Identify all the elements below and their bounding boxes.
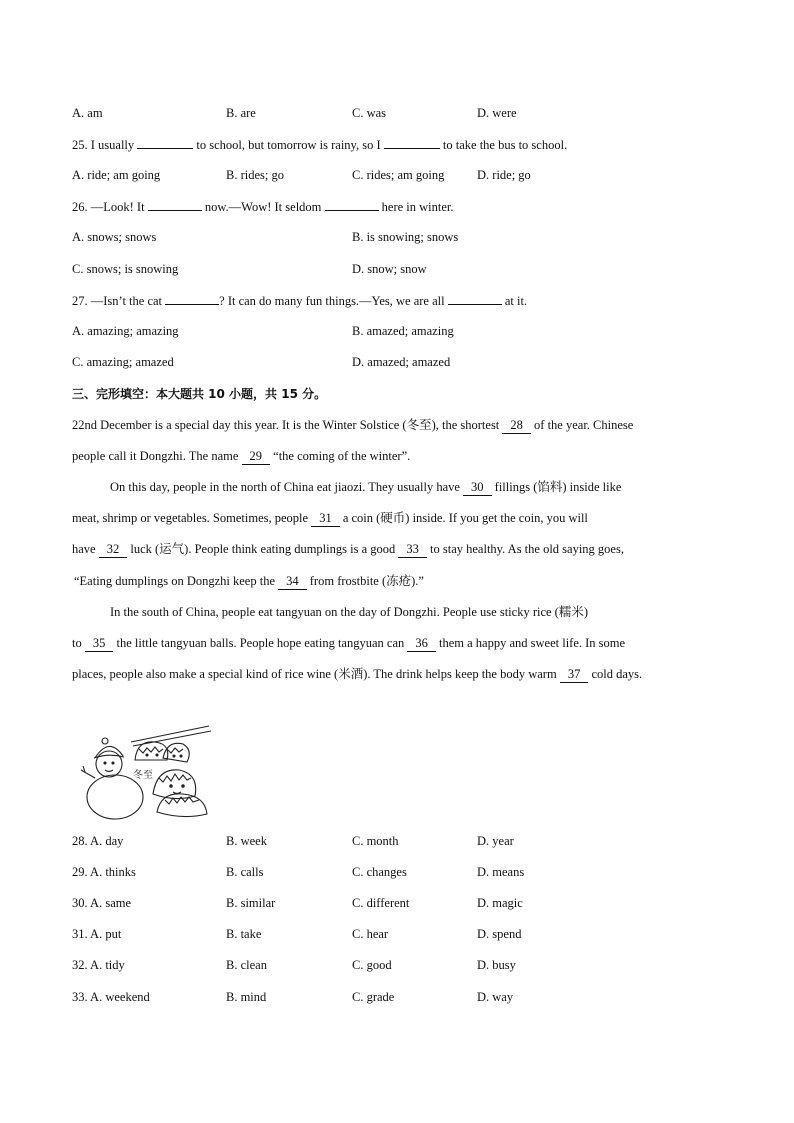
passage-text: of the year. Chinese: [534, 418, 634, 432]
option-a: 33. A. weekend: [72, 990, 150, 1004]
passage-line: [72, 417, 722, 434]
passage-text: places, people also make a special kind of rice wine (米酒). The drink helps keep the body warm: [72, 667, 557, 681]
passage-text: On this day, people in the north of China eat jiaozi. They usually have: [110, 480, 460, 494]
option-c: C. was: [352, 106, 387, 120]
passage-text: “Eating dumplings on Dongzhi keep the: [74, 574, 276, 588]
option-b: B. clean: [226, 958, 267, 972]
stem-text: 27. —Isn’t the cat: [72, 294, 163, 308]
option-c: C. hear: [352, 927, 389, 941]
option-c: C. different: [352, 896, 410, 910]
passage-text: from frostbite (冻疮).”: [309, 574, 424, 588]
answer-blank: [148, 198, 202, 211]
dongzhi-label: 冬至: [133, 770, 153, 781]
option-b: B. week: [226, 834, 267, 848]
passage-text: fillings (馅料) inside like: [494, 480, 622, 494]
option-d: D. means: [477, 865, 525, 879]
passage-line: [72, 448, 722, 465]
passage-text: luck (运气). People think eating dumplings is a good: [130, 542, 396, 556]
option-d: D. year: [477, 834, 514, 848]
blank-37: 37: [560, 666, 589, 683]
option-d: D. spend: [477, 927, 522, 941]
passage-text: to stay healthy. As the old saying goes,: [430, 542, 624, 556]
stem-text: at it.: [504, 294, 528, 308]
passage-line: [110, 479, 760, 496]
blank-28: 28: [502, 417, 531, 434]
blank-32: 32: [99, 541, 128, 558]
answer-blank: [137, 136, 193, 149]
option-c: C. changes: [352, 865, 407, 879]
passage-text: a coin (硬币) inside. If you get the coin, you will: [342, 511, 588, 525]
option-b: B. rides; go: [226, 168, 284, 182]
passage-text: people call it Dongzhi. The name: [72, 449, 239, 463]
blank-30: 30: [463, 479, 492, 496]
option-a: A. snows; snows: [72, 230, 157, 244]
option-d: D. amazed; amazed: [352, 355, 451, 369]
passage-line: In the south of China, people eat tangyuan on the day of Dongzhi. People use sticky rice (糯米): [110, 605, 589, 619]
option-a: 31. A. put: [72, 927, 122, 941]
option-c: C. month: [352, 834, 399, 848]
option-d: D. were: [477, 106, 517, 120]
passage-line: [72, 666, 722, 683]
option-b: B. similar: [226, 896, 276, 910]
q26-stem: [72, 198, 454, 215]
passage-text: “the coming of the winter”.: [273, 449, 411, 463]
stem-text: now.—Wow! It seldom: [204, 200, 322, 214]
stem-text: to school, but tomorrow is rainy, so I: [196, 138, 381, 152]
passage-line: [72, 510, 722, 527]
option-d: D. busy: [477, 958, 516, 972]
stem-text: to take the bus to school.: [442, 138, 568, 152]
answer-blank: [448, 292, 502, 305]
option-c: C. good: [352, 958, 392, 972]
option-a: A. am: [72, 106, 103, 120]
passage-text: 22nd December is a special day this year. It is the Winter Solstice (冬至), the shortest: [72, 418, 500, 432]
option-b: B. amazed; amazing: [352, 324, 454, 338]
passage-text: meat, shrimp or vegetables. Sometimes, people: [72, 511, 309, 525]
option-a: 30. A. same: [72, 896, 132, 910]
option-d: D. magic: [477, 896, 523, 910]
passage-text: have: [72, 542, 96, 556]
blank-33: 33: [398, 541, 427, 558]
option-c: C. amazing; amazed: [72, 355, 174, 369]
option-d: D. ride; go: [477, 168, 531, 182]
option-a: 28. A. day: [72, 834, 124, 848]
option-a: 29. A. thinks: [72, 865, 136, 879]
passage-line: [72, 635, 722, 652]
blank-35: 35: [85, 635, 114, 652]
option-d: D. snow; snow: [352, 262, 427, 276]
option-d: D. way: [477, 990, 514, 1004]
answer-blank: [165, 292, 219, 305]
option-a: A. amazing; amazing: [72, 324, 179, 338]
stem-text: 25. I usually: [72, 138, 135, 152]
option-b: B. take: [226, 927, 262, 941]
passage-text: cold days.: [591, 667, 643, 681]
option-a: 32. A. tidy: [72, 958, 125, 972]
passage-text: the little tangyuan balls. People hope eating tangyuan can: [116, 636, 405, 650]
blank-31: 31: [311, 510, 340, 527]
snowman-dumplings-illustration: [75, 722, 215, 820]
stem-text: here in winter.: [381, 200, 454, 214]
blank-36: 36: [407, 635, 436, 652]
blank-29: 29: [242, 448, 271, 465]
stem-text: ? It can do many fun things.—Yes, we are all: [219, 294, 445, 308]
option-b: B. calls: [226, 865, 264, 879]
blank-34: 34: [278, 573, 307, 590]
passage-line: [74, 573, 724, 590]
option-b: B. are: [226, 106, 256, 120]
passage-text: to: [72, 636, 82, 650]
option-b: B. mind: [226, 990, 267, 1004]
option-c: C. grade: [352, 990, 395, 1004]
passage-line: [72, 541, 722, 558]
passage-text: them a happy and sweet life. In some: [439, 636, 626, 650]
stem-text: 26. —Look! It: [72, 200, 145, 214]
answer-blank: [325, 198, 379, 211]
option-c: C. snows; is snowing: [72, 262, 179, 276]
q25-stem: [72, 136, 567, 153]
answer-blank: [384, 136, 440, 149]
q27-stem: [72, 292, 527, 309]
option-c: C. rides; am going: [352, 168, 445, 182]
option-a: A. ride; am going: [72, 168, 161, 182]
section-title: 三、完形填空：本大题共 10 小题，共 15 分。: [72, 387, 327, 401]
option-b: B. is snowing; snows: [352, 230, 459, 244]
